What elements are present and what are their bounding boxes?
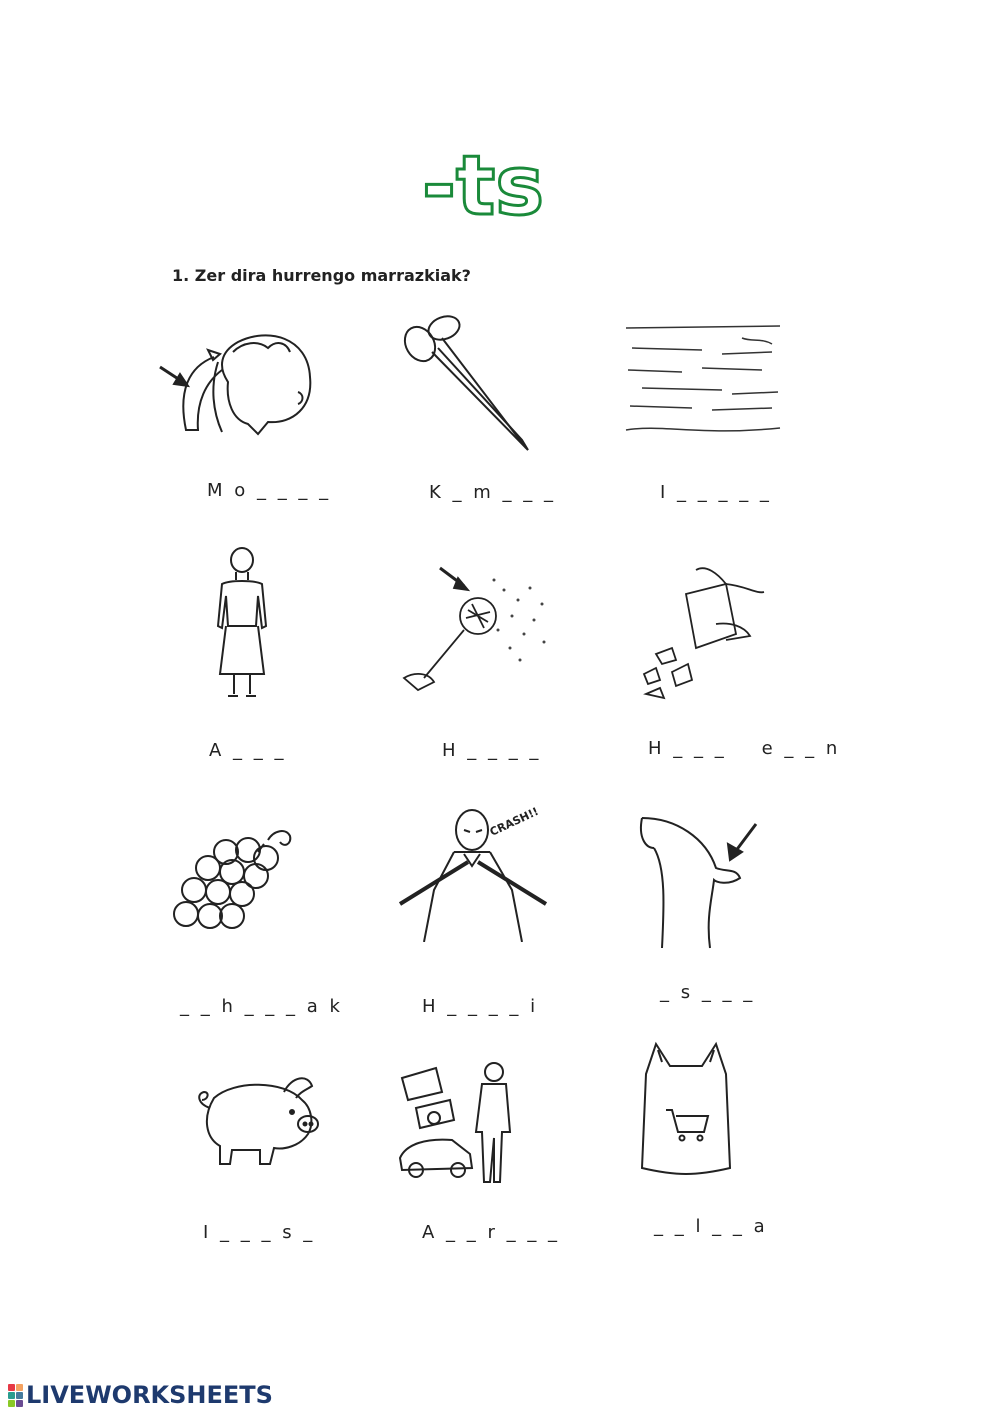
scissors-icon xyxy=(398,308,538,456)
answer-2: K _ m _ _ _ xyxy=(429,482,556,503)
tail-icon xyxy=(636,808,762,950)
svg-text:-ts: -ts xyxy=(422,139,545,228)
answer-8: H _ _ _ _ i xyxy=(422,996,539,1017)
question-1: 1. Zer dira hurrengo marrazkiak? xyxy=(172,266,471,285)
rich-man-icon xyxy=(396,1058,532,1186)
answer-1: M o _ _ _ _ xyxy=(207,480,332,501)
dandelion-icon xyxy=(394,560,554,700)
svg-text:CRASH!!: CRASH!! xyxy=(487,804,541,839)
tearing-paper-icon xyxy=(626,564,774,704)
answer-7: _ _ h _ _ _ a k xyxy=(180,996,343,1017)
breaking-stick-icon xyxy=(394,800,554,942)
footer-brand-text[interactable]: LIVEWORKSHEETS xyxy=(26,1381,273,1409)
answer-5: H _ _ _ _ xyxy=(442,740,542,761)
worksheet-title xyxy=(418,128,558,228)
answer-10: I _ _ _ s _ xyxy=(203,1222,316,1243)
answer-6: H _ _ _ e _ _ n xyxy=(648,738,841,759)
answer-3: I _ _ _ _ _ xyxy=(660,482,772,503)
grapes-icon xyxy=(168,820,300,934)
wood-plank-icon xyxy=(622,318,784,440)
woman-icon xyxy=(206,546,278,704)
ponytail-icon xyxy=(158,312,318,442)
pig-icon xyxy=(184,1068,332,1168)
answer-4: A _ _ _ xyxy=(209,740,287,761)
answer-12: _ _ l _ _ a xyxy=(654,1216,768,1237)
answer-11: A _ _ r _ _ _ xyxy=(422,1222,561,1243)
answer-9: _ s _ _ _ xyxy=(660,982,756,1003)
footer-brand xyxy=(8,1380,273,1410)
shopping-bag-icon xyxy=(636,1040,736,1178)
liveworksheets-logo-icon xyxy=(8,1384,23,1407)
